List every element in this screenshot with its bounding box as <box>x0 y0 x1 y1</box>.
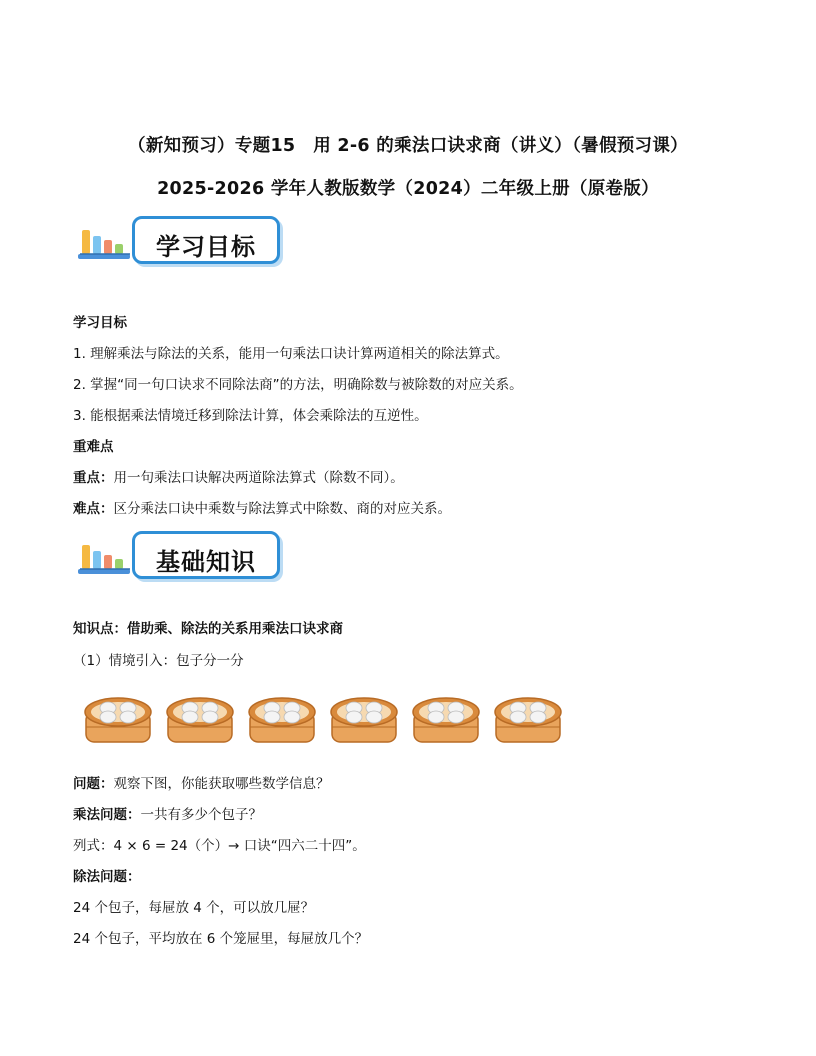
steamer-basket <box>331 698 397 742</box>
knowledge-point-heading: 知识点：借助乘、除法的关系用乘法口诀求商 <box>73 621 343 637</box>
bar-chart-icon <box>76 539 134 577</box>
steamer-basket <box>249 698 315 742</box>
multiplication-question-line <box>73 803 262 823</box>
question-label: 问题： <box>73 776 114 792</box>
section-banner-goals <box>76 216 286 270</box>
multiplication-label: 乘法问题： <box>73 807 141 823</box>
multiplication-text: 一共有多少个包子？ <box>140 807 262 823</box>
key-point-label: 重点： <box>73 470 114 486</box>
difficult-point-line <box>73 497 451 517</box>
steamer-basket <box>85 698 151 742</box>
key-point-line <box>73 466 404 486</box>
goals-heading: 学习目标 <box>73 315 127 331</box>
goal-item-2: 2. 掌握“同一句口诀求不同除法商”的方法，明确除数与被除数的对应关系。 <box>73 377 523 393</box>
steamer-baskets-illustration <box>84 690 584 752</box>
goal-item-3: 3. 能根据乘法情境迁移到除法计算，体会乘除法的互逆性。 <box>73 408 428 424</box>
bar-chart-icon <box>76 224 134 262</box>
question-line <box>73 772 330 792</box>
question-text: 观察下图，你能获取哪些数学信息？ <box>113 776 330 792</box>
goal-item-1: 1. 理解乘法与除法的关系，能用一句乘法口诀计算两道相关的除法算式。 <box>73 346 509 362</box>
key-point-text: 用一句乘法口诀解决两道除法算式（除数不同）。 <box>113 470 404 486</box>
document-title-line-1: （新知预习）专题15 用 2-6 的乘法口诀求商（讲义）（暑假预习课） <box>128 136 688 156</box>
intro-line: （1）情境引入：包子分一分 <box>73 653 244 669</box>
division-label: 除法问题： <box>73 869 141 885</box>
banner-label: 学习目标 <box>156 233 256 261</box>
steamer-basket <box>167 698 233 742</box>
banner-label-box <box>132 216 280 264</box>
key-difficult-heading: 重难点 <box>73 439 114 455</box>
steamer-basket <box>495 698 561 742</box>
division-question-1: 24 个包子，每屉放 4 个，可以放几屉？ <box>73 900 315 916</box>
banner-label: 基础知识 <box>156 548 256 576</box>
division-question-2: 24 个包子，平均放在 6 个笼屉里，每屉放几个？ <box>73 931 369 947</box>
section-banner-basics <box>76 531 286 585</box>
formula-line: 列式：4 × 6 = 24（个）→ 口诀“四六二十四”。 <box>73 838 366 854</box>
banner-label-box <box>132 531 280 579</box>
difficult-point-label: 难点： <box>73 501 114 517</box>
steamer-basket <box>413 698 479 742</box>
document-title-line-2: 2025-2026 学年人教版数学（2024）二年级上册（原卷版） <box>157 179 659 199</box>
difficult-point-text: 区分乘法口诀中乘数与除法算式中除数、商的对应关系。 <box>113 501 451 517</box>
